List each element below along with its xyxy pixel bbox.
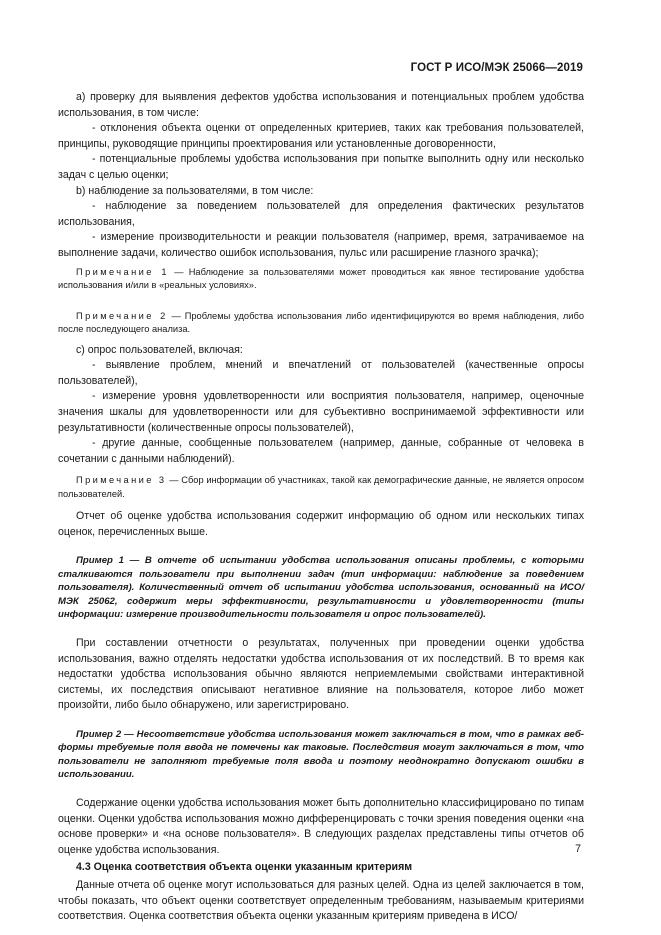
note-2-text: — Проблемы удобства использования либо идентифицируются во время наблюдения, либо после последующего анализа.	[58, 310, 584, 335]
report-paragraph: Отчет об оценке удобства использования содержит информацию об одном или нескольких типах оценок, перечисленных выше.	[58, 510, 584, 538]
note-1-label: Примечание 1	[76, 266, 169, 277]
item-c-3: - другие данные, сообщенные пользователем (например, данные, собранные от человека в сочетании с данными наблюдений).	[58, 437, 584, 465]
note-3	[58, 474, 584, 501]
item-a: а) проверку для выявления дефектов удобства использования и потенциальных проблем удобства использования, в том числе:	[58, 91, 584, 119]
note-2-label: Примечание 2	[76, 310, 168, 321]
item-a-1: - отклонения объекта оценки от определенных критериев, таких как требования пользователей, принципы, руководящие принципы проектирования или установленные договоренности,	[58, 122, 584, 150]
note-3-label: Примечание 3	[76, 475, 167, 486]
item-b: b) наблюдение за пользователями, в том числе:	[76, 184, 314, 197]
note-1-text: — Наблюдение за пользователями может проводиться как явное тестирование удобства использования и/или в «реальных условиях».	[58, 266, 584, 291]
item-a-2: - потенциальные проблемы удобства использования при попытке выполнить одну или несколько задач с целью оценки;	[58, 153, 584, 181]
note-3-text: — Сбор информации об участниках, такой как демографические данные, не является опросом пользователей.	[58, 475, 584, 499]
item-b-1: - наблюдение за поведением пользователей для определения фактических результатов использования,	[58, 200, 584, 228]
item-c-1: - выявление проблем, мнений и впечатлений от пользователей (качественные опросы пользователей),	[58, 359, 584, 387]
reporting-paragraph: При составлении отчетности о результатах, полученных при проведении оценки удобства использования, важно отделять недостатки удобства использования от их последствий. В то время как недостатки удобства использования обычно являются неприемлемыми свойствами интерактивной системы, их последствия описывают негативное влияние на пользователя, которое либо может произойти, либо было обнаружено, или зарегистрировано.	[58, 636, 584, 712]
example-1: Пример 1 — В отчете об испытании удобства использования описаны проблемы, с которыми сталкиваются пользователи при выполнении задач (тип информации: наблюдение за поведением пользователя). Количественный отчет об испытании удобства использования, основанный на ИСО/МЭК 25062, содержит меры эффективности, результативности и удовлетворенности (типы информации: измерение производительности пользователя и опрос пользователей).	[58, 555, 584, 621]
item-c-2: - измерение уровня удовлетворенности или восприятия пользователя, например, оценочные значения шкалы для удовлетворенности или для субъективно воспринимаемой эффективности или результативности (количественные опросы пользователей),	[58, 390, 584, 434]
item-c: с) опрос пользователей, включая:	[76, 343, 243, 356]
page-body	[58, 90, 584, 925]
note-2	[58, 310, 584, 337]
document-header: ГОСТ Р ИСО/МЭК 25066—2019	[410, 62, 583, 74]
example-2: Пример 2 — Несоответствие удобства использования может заключаться в том, что в рамках веб-формы требуемые поля ввода не помечены как таковые. Последствия могут заключаться в том, что пользователи не заполняют требуемые поля ввода и поэтому неоднократно допускают ошибки в использовании.	[58, 728, 584, 781]
note-1	[58, 266, 584, 293]
page-number: 7	[575, 843, 581, 855]
final-paragraph: Данные отчета об оценке могут использоваться для разных целей. Одна из целей заключается в том, чтобы показать, что объект оценки соответствует определенным требованиям, называемым критериями соответствия. Оценка соответствия объекта оценки указанным критериям приведена в ИСО/	[58, 878, 584, 923]
item-b-2: - измерение производительности и реакции пользователя (например, время, затрачиваемое на выполнение задачи, количество ошибок использования, пульс или расширение глазного зрачка);	[58, 231, 584, 259]
section-heading: 4.3 Оценка соответствия объекта оценки указанным критериям	[76, 861, 413, 874]
classify-paragraph: Содержание оценки удобства использования может быть дополнительно классифицировано по типам оценки. Оценки удобства использования можно дифференцировать с точки зрения поведения оценки «на основе проверки» и «на основе пользователя». В следующих разделах представлены типы отчетов об оценке удобства использования.	[58, 796, 584, 856]
